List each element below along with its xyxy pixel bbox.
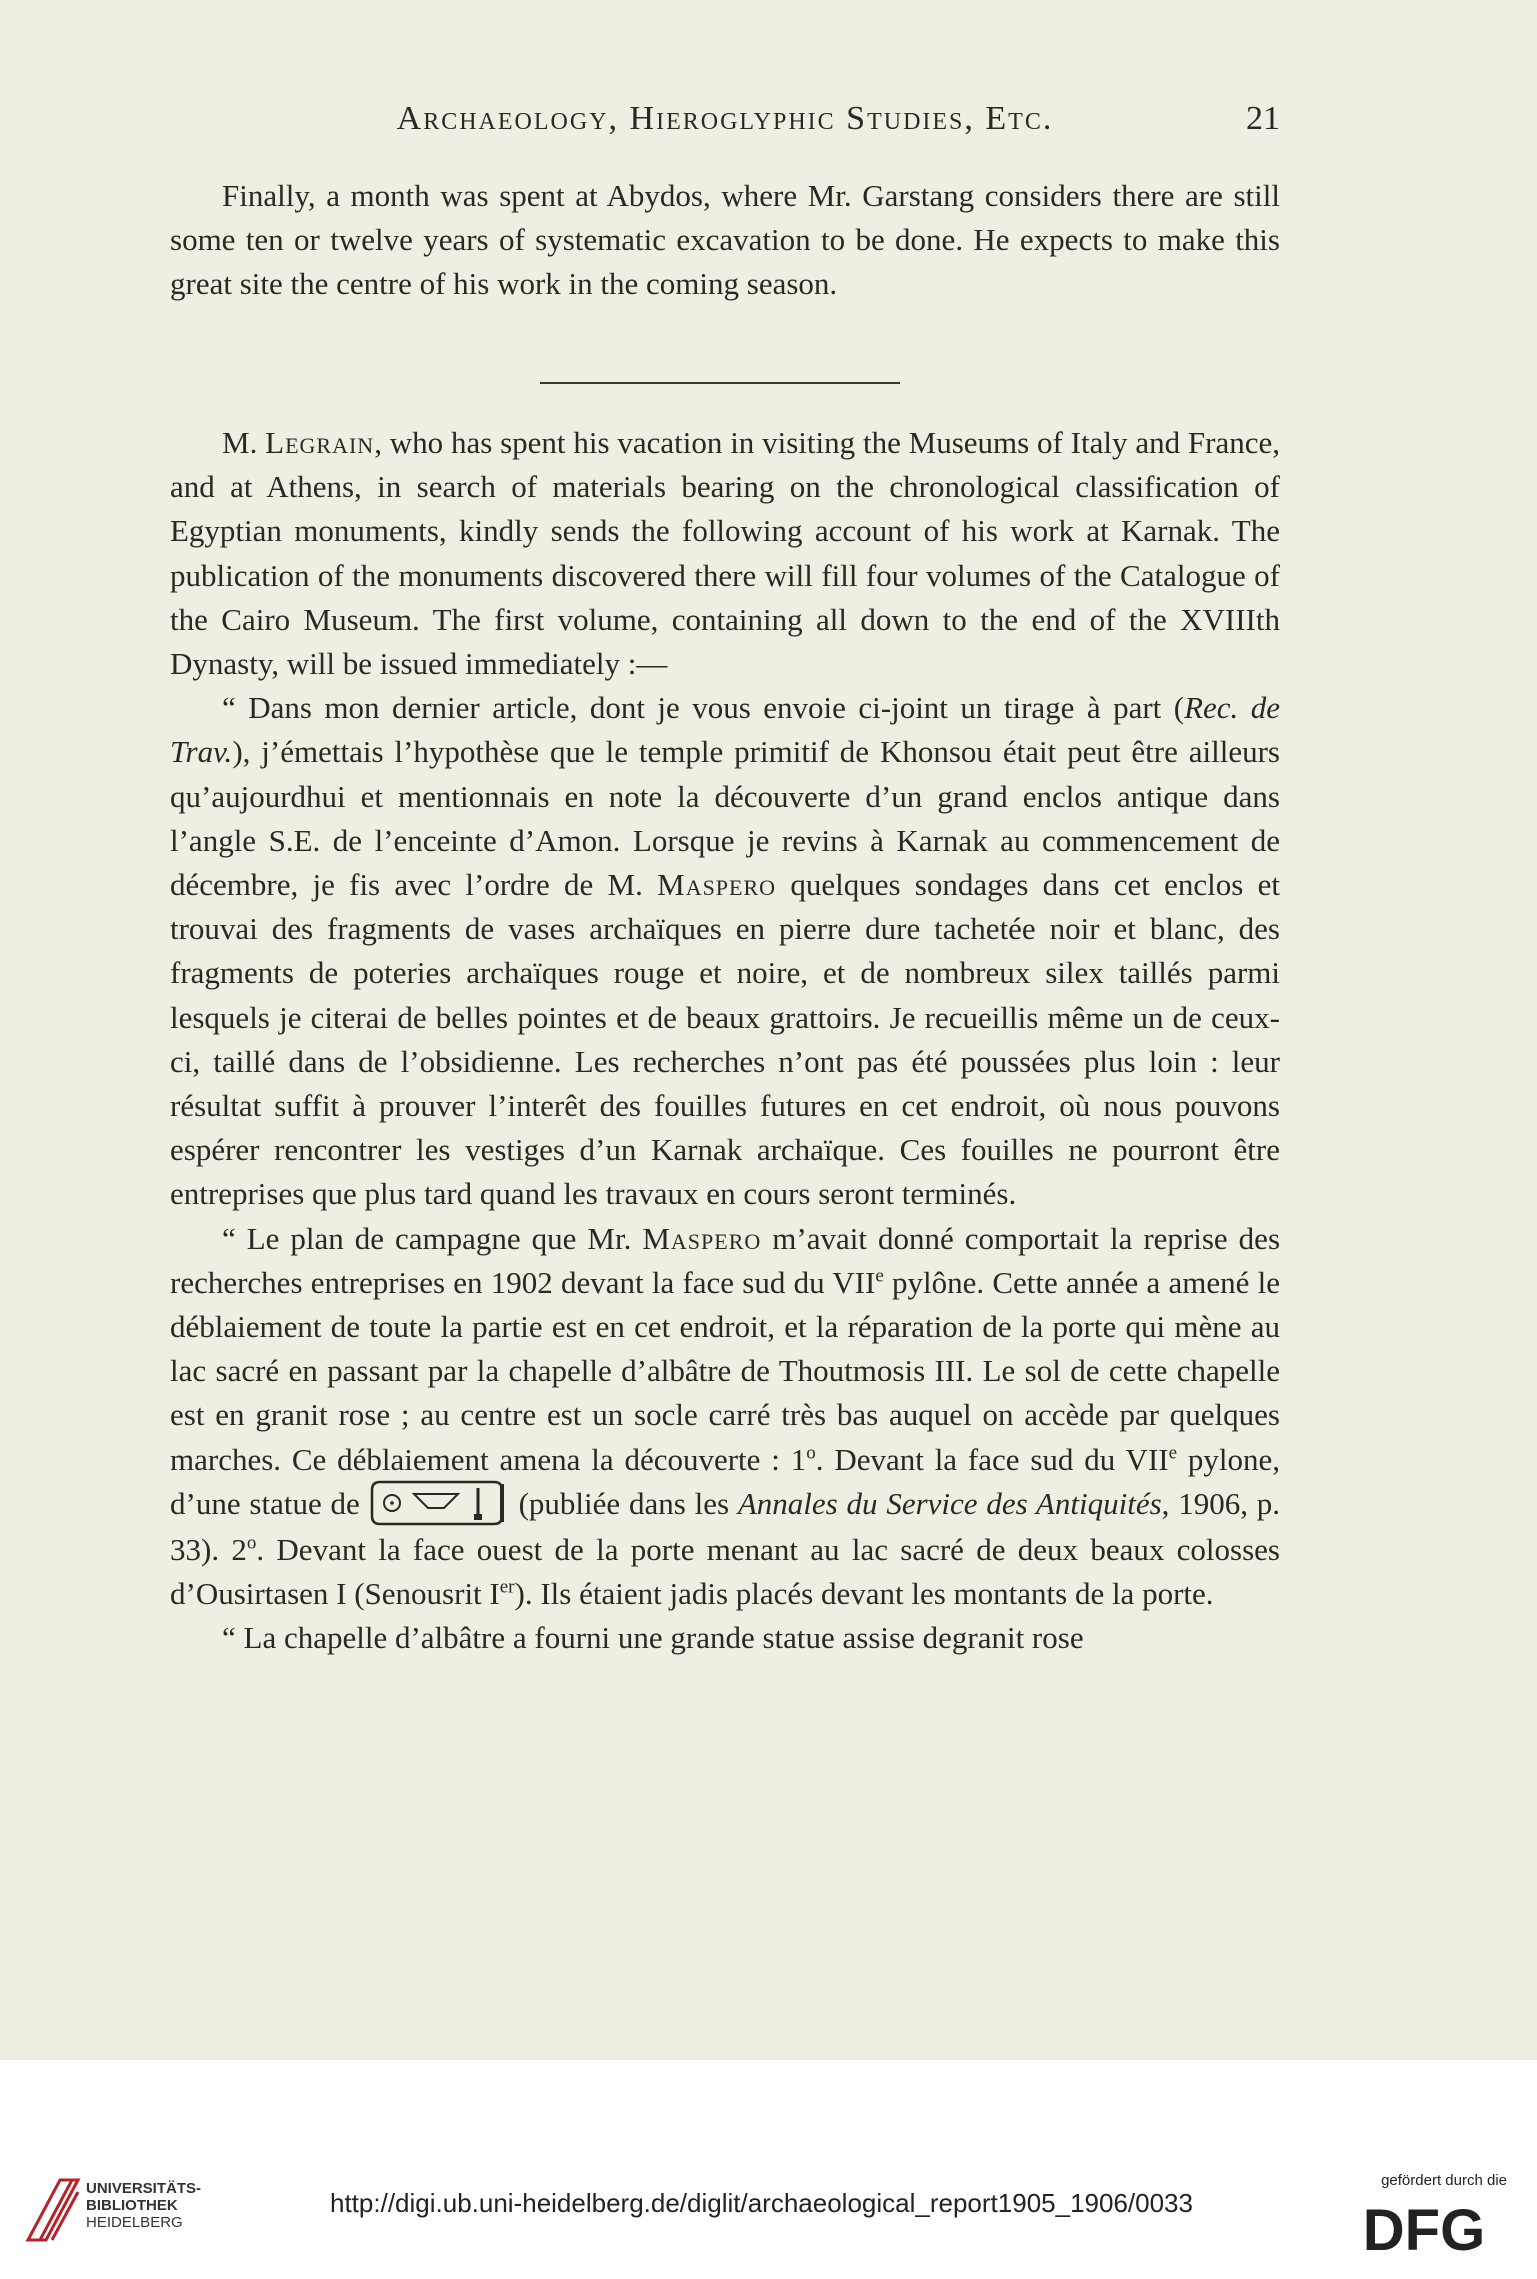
paragraph-letter-2: “ Le plan de campagne que Mr. Maspero m’avait donné comportait la reprise des recherches entreprises en 1902 devant la face sud du VIIe pylône. Cette année a amené le déblaiement de toute la partie est en cet endroit, et la réparation de la porte qui mène au lac sacré en passant par la chapelle d’albâtre de Thoutmosis III. Le sol de cette chapelle est en granit rose ; au centre est un socle carré très bas auquel on accède par quelques marches. Ce déblaiement amena la découverte : 1$^o$. Devant la face sud du VIIe pylone, d’une statue de (publiée dans les Annales du Service des Antiquités, 1906, p. 33). 2$^o$. Devant la face ouest de la porte menant au lac sacré de deux beaux colosses d’Ousirtasen I (Senousrit Ier). Ils étaient jadis placés devant les montants de la porte. (170, 1220, 1281, 1611)
library-name: UNIVERSITÄTS- BIBLIOTHEK HEIDELBERG (86, 2180, 202, 2231)
funding-label: gefördert durch die (1381, 2172, 1507, 2189)
author-name: Legrain (265, 425, 375, 460)
page-number: 21 (1246, 100, 1280, 137)
body-text (170, 421, 1280, 1660)
paragraph-legrain: M. Legrain, who has spent his vacation in visiting the Museums of Italy and France, and at Athens, in search of materials bearing on the chronological classification of Egyptian monuments, kindly sends the following account of his work at Karnak. The publication of the monuments discovered there will fill four volumes of the Catalogue of the Cairo Museum. The first volume, containing all down to the end of the XVIIIth Dynasty, will be issued immediately :— (170, 425, 1280, 682)
dfg-logo-text: DFG (1362, 2200, 1486, 2256)
paragraph-letter-1: “ Dans mon dernier article, dont je vous envoie ci-joint un tirage à part (Rec. de Trav.), j’émettais l’hypothèse que le temple primitif de Khonsou était peut être ailleurs qu’aujourdhui et mentionnais en note la découverte d’un grand enclos antique dans l’angle S.E. de l’enceinte d’Amon. Lorsque je revins à Karnak au commencement de décembre, je fis avec l’ordre de M. Maspero quelques sondages dans cet enclos et trouvai des fragments de vases archaïques en pierre dure tachetée noir et blanc, des fragments de poteries archaïques rouge et noire, et de nombreux silex taillés parmi lesquels je citerai de belles pointes et de beaux grattoirs. Je recueillis même un de ceux-ci, taillé dans de l’obsidienne. Les recherches n’ont pas été poussées plus loin : leur résultat suffit à prouver l’interêt des fouilles futures en cet endroit, où nous pouvons espérer rencontrer les vestiges d’un Karnak archaïque. Ces fouilles ne pourront être entreprises que plus tard quand les travaux en cours seront terminés. (170, 690, 1281, 1212)
running-head: Archaeology, Hieroglyphic Studies, Etc. (396, 100, 1054, 137)
page-header (170, 100, 1280, 150)
section-divider (540, 382, 900, 384)
source-url-link[interactable]: http://digi.ub.uni-heidelberg.de/diglit/archaeological_report1905_1906/0033 (330, 2188, 1193, 2218)
citation: Rec. de Trav. (170, 690, 1281, 770)
person-name: Maspero (657, 867, 777, 903)
dfg-logo-icon (1339, 2200, 1509, 2256)
hieroglyph-cartouche-icon (366, 1478, 506, 1528)
paragraph-text: Finally, a month was spent at Abydos, where Mr. Garstang considers there are still some ten or twelve years of systematic excavation to be done. He expects to make this great site the centre of his work in the coming season. (170, 178, 1280, 302)
journal-title: Annales du Service des Antiquités (737, 1485, 1162, 1521)
paragraph-garstang (170, 174, 1280, 307)
digitization-footer (0, 2060, 1537, 2279)
paragraph-letter-3: “ La chapelle d’albâtre a fourni une grande statue assise degranit rose (222, 1620, 1084, 1656)
person-name: Maspero (642, 1220, 762, 1256)
